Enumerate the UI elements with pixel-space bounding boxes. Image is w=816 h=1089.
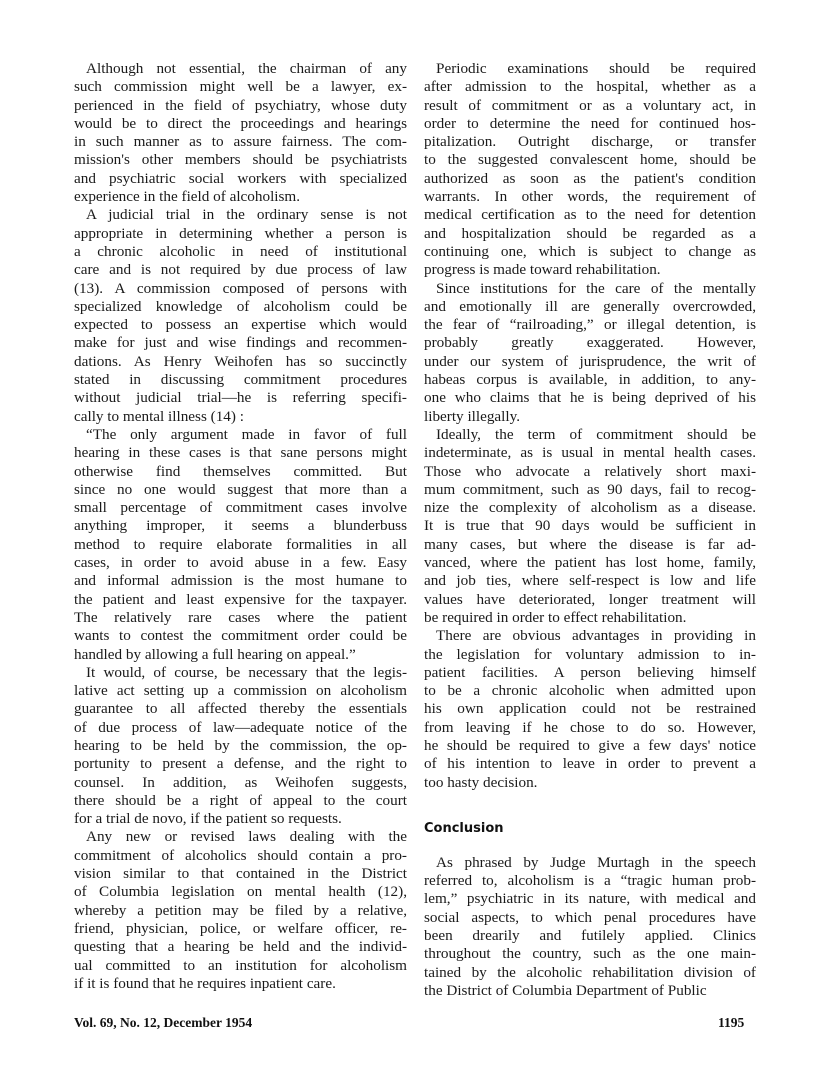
text-line: values have deteriorated, longer treatment will [424,590,756,608]
text-line: hearing in these cases is that sane persons might [74,444,407,462]
text-line: It is true that 90 days would be sufficient in [424,517,756,535]
text-line: hearing to be held by the commission, the op- [74,736,407,754]
text-line: authorized as soon as the patient's condition [424,169,756,187]
text-line: appropriate in determining whether a person is [74,224,407,242]
text-line: would be to direct the proceedings and hearings [74,114,407,132]
text-line: It would, of course, be necessary that the legis- [86,663,407,681]
text-line: handled by allowing a full hearing on appeal.” [74,645,356,663]
paragraph-chairman [74,60,407,206]
section-heading-conclusion: Conclusion [424,820,504,836]
text-line: habeas corpus is available, in addition, to any- [424,371,756,389]
text-line: been drearily and futilely applied. Clinics [424,927,756,945]
text-line: otherwise find themselves committed. But [74,462,407,480]
text-line: social aspects, to which penal procedures have [424,908,756,926]
text-line: in such manner as to assure fairness. The com- [74,133,407,151]
text-line: of Columbia legislation on mental health (12), [74,883,407,901]
text-line: and informal admission is the most humane to [74,572,407,590]
right-column [424,60,756,1000]
text-line: Since institutions for the care of the mentally [436,279,756,297]
text-line: his own application could not be restrained [424,700,756,718]
text-line: liberty illegally. [424,407,521,425]
text-line: under our system of jurisprudence, the writ of [424,352,756,370]
text-line: (13). A commission composed of persons with [74,279,407,297]
text-line: experience in the field of alcoholism. [74,188,301,206]
text-line: method to require elaborate formalities in all [74,535,407,553]
text-line: stated in discussing commitment procedures [74,371,407,389]
text-line: Any new or revised laws dealing with the [86,828,407,846]
text-line: and hospitalization should be regarded as a [424,224,756,242]
text-line: vanced, where the patient has lost home, family, [424,554,756,572]
text-line: continuing one, which is subject to change as [424,242,756,260]
left-column [74,60,407,993]
text-line: of his intention to leave in order to prevent a [424,755,756,773]
text-line: counsel. In addition, as Weihofen suggests, [74,773,407,791]
text-line: lem,” psychiatric in its nature, with medical and [424,890,756,908]
text-line: he should be required to give a few days' notice [424,736,756,754]
text-line: throughout the country, such as the one main- [424,945,756,963]
text-line: friend, physician, police, or welfare officer, re- [74,919,407,937]
text-line: to the suggested convalescent home, should be [424,151,756,169]
text-line: from leaving if he chose to do so. However, [424,718,756,736]
text-line: of due process of law—adequate notice of the [74,718,407,736]
text-line: since no one would suggest that more than a [74,480,407,498]
text-line: cases, in order to avoid abuse in a few. Easy [74,554,407,572]
text-line: one who claims that he is being deprived of his [424,389,756,407]
spacer [424,838,756,854]
text-line: dations. As Henry Weihofen has so succinctly [74,352,407,370]
text-line: too hasty decision. [424,773,538,791]
text-line: indeterminate, as is usual in mental health cases. [424,444,756,462]
text-line: and psychiatric social workers with specialized [74,169,407,187]
text-line: to be a chronic alcoholic when admitted upon [424,682,756,700]
text-line: without judicial trial—he is referring specifi- [74,389,407,407]
text-line: order to determine the need for continued hos- [424,114,756,132]
text-line: As phrased by Judge Murtagh in the speech [436,853,756,871]
text-line: questing that a hearing be held and the individ- [74,938,407,956]
paragraph-institutions [424,280,756,426]
text-line: warrants. In other words, the requirement of [424,188,756,206]
text-line: “The only argument made in favor of full [86,425,407,443]
text-line: the legislation for voluntary admission to in- [424,645,756,663]
paragraph-term-of-commitment [424,426,756,627]
text-line: there should be a right of appeal to the court [74,791,407,809]
journal-issue-footer: Vol. 69, No. 12, December 1954 [74,1015,253,1030]
text-line: mum commitment, such as 90 days, fail to recog- [424,480,756,498]
text-line: many cases, but where the disease is far ad- [424,535,756,553]
text-line: anything improper, it seems a blunderbuss [74,517,407,535]
text-line: a chronic alcoholic in need of institutional [74,242,407,260]
text-line: probably greatly exaggerated. However, [424,334,756,352]
paragraph-voluntary-admission [424,627,756,792]
text-line: progress is made toward rehabilitation. [424,261,661,279]
text-line: perienced in the field of psychiatry, whose duty [74,96,407,114]
text-line: care and is not required by due process of law [74,261,407,279]
text-line: make for just and wise findings and recommen- [74,334,407,352]
text-line: specialized knowledge of alcoholism could be [74,297,407,315]
paragraph-new-laws [74,828,407,993]
paragraph-conclusion [424,854,756,1000]
text-line: the fear of “railroading,” or illegal detention, is [424,316,756,334]
text-line: patient facilities. A person believing himself [424,663,756,681]
text-line: There are obvious advantages in providing in [436,627,756,645]
page-number: 1195 [718,1015,745,1030]
text-line: A judicial trial in the ordinary sense is not [86,206,407,224]
text-line: nize the complexity of alcoholism as a disease. [424,499,756,517]
text-line: cally to mental illness (14) : [74,407,244,425]
text-line: Although not essential, the chairman of any [86,60,407,77]
text-line: ual committed to an institution for alcoholism [74,956,407,974]
text-line: Ideally, the term of commitment should be [436,425,756,443]
text-line: Those who advocate a relatively short maxi- [424,462,756,480]
text-line: vision similar to that contained in the District [74,865,407,883]
paragraph-legislative-act [74,664,407,829]
paragraph-periodic-exams [424,60,756,280]
text-line: small percentage of commitment cases involve [74,499,407,517]
text-line: pitalization. Outright discharge, or transfer [424,133,756,151]
text-line: Periodic examinations should be required [436,60,756,77]
text-line: if it is found that he requires inpatient care. [74,974,336,992]
text-line: for a trial de novo, if the patient so requests. [74,810,342,828]
text-line: the patient and least expensive for the taxpayer. [74,590,407,608]
text-line: the District of Columbia Department of Public [424,981,707,999]
text-line: guarantee to all affected thereby the essentials [74,700,407,718]
paragraph-judicial-trial [74,206,407,426]
text-line: mission's other members should be psychiatrists [74,151,407,169]
text-line: lative act setting up a commission on alcoholism [74,682,407,700]
text-line: after admission to the hospital, whether as a [424,78,756,96]
text-line: wants to contest the commitment order could be [74,627,407,645]
text-line: be required in order to effect rehabilitation. [424,608,687,626]
text-line: referred to, alcoholism is a “tragic human prob- [424,872,756,890]
text-line: and job ties, where self-respect is low and life [424,572,756,590]
text-line: portunity to present a defense, and the right to [74,755,407,773]
text-line: The relatively rare cases where the patient [74,608,407,626]
text-line: result of commitment or as a voluntary act, in [424,96,756,114]
spacer [424,792,756,820]
text-line: and emotionally ill are generally overcrowded, [424,297,756,315]
text-line: tained by the alcoholic rehabilitation division of [424,963,756,981]
text-line: medical certification as to the need for detention [424,206,756,224]
paragraph-weihofen-quote [74,426,407,664]
text-line: commitment of alcoholics should contain a pro- [74,846,407,864]
text-line: such commission might well be a lawyer, ex- [74,78,407,96]
text-line: expected to possess an expertise which would [74,316,407,334]
text-line: whereby a petition may be filed by a relative, [74,901,407,919]
